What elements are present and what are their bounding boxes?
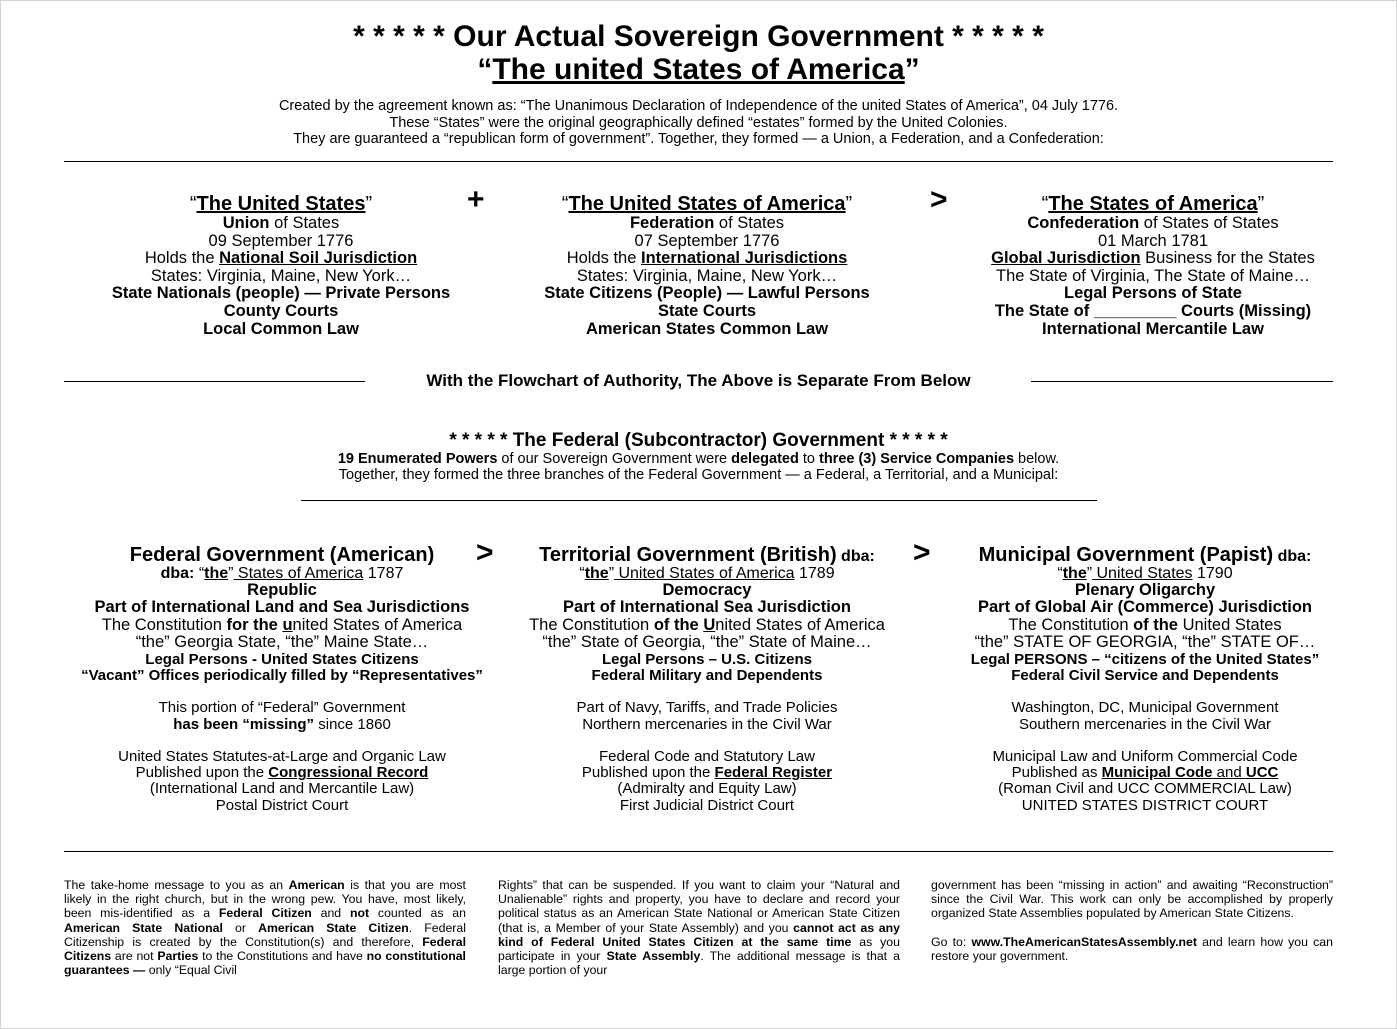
greater-than-operator: > bbox=[930, 183, 948, 216]
column-date: 01 March 1781 bbox=[1097, 231, 1209, 250]
title-name: The united States of America bbox=[492, 53, 905, 86]
footer-column-3 bbox=[931, 878, 1333, 963]
branch-note-line-2: Southern mercenaries in the Civil War bbox=[1018, 715, 1272, 733]
branch-title: Federal Government (American) bbox=[129, 544, 435, 566]
column-people: State Nationals (people) — Private Persons bbox=[111, 284, 451, 303]
branch-law: United States Statutes-at-Large and Organic Law bbox=[118, 747, 446, 765]
separator-label: With the Flowchart of Authority, The Above is Separate From Below bbox=[426, 371, 971, 390]
separator-rule-right bbox=[1031, 381, 1333, 382]
branch-note-line-1: Part of Navy, Tariffs, and Trade Policies bbox=[576, 699, 838, 717]
branch-law: Federal Code and Statutory Law bbox=[599, 747, 815, 765]
branch-persons: Legal Persons – U.S. Citizens bbox=[601, 650, 813, 668]
branch-court: Postal District Court bbox=[215, 796, 349, 814]
column-states: States: Virginia, Maine, New York… bbox=[576, 266, 838, 285]
intro-line: These “States” were the original geographically defined “estates” formed by the United Colonies. bbox=[389, 114, 1008, 131]
branch-note-line-2: Northern mercenaries in the Civil War bbox=[582, 715, 832, 733]
footer-paragraph: Go to: www.TheAmericanStatesAssembly.net and learn how you can restore your government. bbox=[931, 934, 1333, 963]
branch-states: “the” STATE OF GEORGIA, “the” STATE OF… bbox=[974, 633, 1316, 652]
branch-states: “the” State of Georgia, “the” State of Maine… bbox=[542, 633, 872, 652]
branch-law-type: (International Land and Mercantile Law) bbox=[149, 780, 415, 798]
column-states: States: Virginia, Maine, New York… bbox=[150, 266, 412, 285]
column-courts: County Courts bbox=[223, 301, 339, 320]
column-holds: Holds the International Jurisdictions bbox=[566, 249, 848, 268]
branch-form: Republic bbox=[247, 581, 317, 599]
branch-dba: “the” United States 1790 bbox=[1057, 565, 1233, 582]
union-column bbox=[66, 193, 496, 338]
branch-jurisdiction: Part of Global Air (Commerce) Jurisdiction bbox=[977, 598, 1313, 617]
website-link[interactable]: www.TheAmericanStatesAssembly.net bbox=[971, 934, 1197, 949]
branch-offices: Federal Civil Service and Dependents bbox=[1011, 666, 1279, 684]
column-title: “The States of America” bbox=[1041, 193, 1265, 215]
branch-persons: Legal PERSONS – “citizens of the United States” bbox=[970, 650, 1320, 668]
branch-title: Territorial Government (British) dba: bbox=[539, 544, 875, 566]
branch-law-type: (Admiralty and Equity Law) bbox=[617, 780, 797, 798]
column-law: Local Common Law bbox=[203, 319, 359, 338]
branch-note-line-1: This portion of “Federal” Government bbox=[158, 699, 406, 717]
municipal-government-column bbox=[925, 545, 1365, 814]
branch-title: Municipal Government (Papist) dba: bbox=[978, 544, 1312, 566]
branch-offices: “Vacant” Offices periodically filled by “Representatives” bbox=[81, 666, 483, 684]
branch-constitution: The Constitution for the united States of America bbox=[101, 615, 463, 634]
branch-constitution: The Constitution of the United States bbox=[1008, 615, 1282, 634]
column-type: Federation of States bbox=[629, 214, 785, 232]
greater-than-operator: > bbox=[476, 536, 494, 569]
branch-jurisdiction: Part of International Land and Sea Jurisdictions bbox=[94, 598, 470, 617]
column-holds: Global Jurisdiction Business for the States bbox=[991, 249, 1315, 268]
branch-law-type: (Roman Civil and UCC COMMERCIAL Law) bbox=[998, 780, 1292, 798]
column-title: “The United States” bbox=[189, 193, 373, 215]
column-law: American States Common Law bbox=[585, 319, 829, 338]
federal-line-1: 19 Enumerated Powers of our Sovereign Government were delegated to three (3) Service Companies below. bbox=[337, 451, 1060, 467]
intro-line: They are guaranteed a “republican form of government”. Together, they formed — a Union, a Federation, and a Confederation: bbox=[293, 131, 1104, 147]
divider-bottom bbox=[64, 851, 1333, 852]
column-people: State Citizens (People) — Lawful Persons bbox=[544, 284, 870, 303]
footer-paragraph: government has been “missing in action” and awaiting “Reconstruction” since the Civil War. This work can only be accomplished by properly organized State Assemblies populated by American State Citizens. bbox=[931, 878, 1333, 921]
column-courts: State Courts bbox=[657, 301, 757, 320]
branch-court: First Judicial District Court bbox=[619, 796, 795, 814]
branch-published: Published upon the Federal Register bbox=[581, 764, 833, 782]
branch-persons: Legal Persons - United States Citizens bbox=[145, 650, 419, 668]
confederation-column bbox=[938, 193, 1368, 338]
divider-top bbox=[64, 161, 1333, 162]
column-title: “The United States of America” bbox=[561, 193, 853, 215]
intro-text bbox=[0, 98, 1397, 148]
column-type: Confederation of States of States bbox=[1027, 214, 1279, 232]
column-type: Union of States bbox=[222, 214, 340, 232]
branch-court: UNITED STATES DISTRICT COURT bbox=[1021, 796, 1269, 814]
federal-section bbox=[0, 430, 1397, 483]
branch-form: Democracy bbox=[662, 581, 752, 599]
title-line-2: “The united States of America” bbox=[477, 53, 920, 86]
federal-line-2: Together, they formed the three branches of the Federal Government — a Federal, a Territorial, and a Municipal: bbox=[338, 467, 1059, 483]
column-courts: The State of _________ Courts (Missing) bbox=[994, 301, 1312, 320]
branch-law: Municipal Law and Uniform Commercial Code bbox=[992, 747, 1298, 765]
greater-than-operator: > bbox=[913, 536, 931, 569]
branch-dba: dba: “the” States of America 1787 bbox=[160, 565, 404, 582]
territorial-government-column bbox=[487, 545, 927, 814]
footer-column-1: The take-home message to you as an American is that you are most likely in the right church, but in the wrong pew. You have, most likely, been mis-identified as a Federal Citizen and not counted as an American State National or American State Citizen. Federal Citizenship is created by the Constitution(s) and therefore, Federal Citizens are not Parties to the Constitutions and have no constitutional guarantees — only “Equal Civil bbox=[64, 878, 466, 978]
branch-note-line-2: has been “missing” since 1860 bbox=[173, 715, 391, 733]
branch-offices: Federal Military and Dependents bbox=[591, 666, 823, 684]
title-line-1: * * * * * Our Actual Sovereign Government * * * * * bbox=[353, 20, 1044, 53]
branch-note-line-1: Washington, DC, Municipal Government bbox=[1011, 699, 1279, 717]
branch-states: “the” Georgia State, “the” Maine State… bbox=[135, 633, 429, 652]
federation-column bbox=[492, 193, 922, 338]
plus-operator: + bbox=[467, 183, 485, 216]
footer-column-2: Rights” that can be suspended. If you want to claim your “Natural and Unalienable” rights and property, you have to declare and record your political status as an American State National or American State Citizen (that is, a Member of your State Assembly) and you cannot act as any kind of Federal United States Citizen at the same time as you participate in your State Assembly. The additional message is that a large portion of your bbox=[498, 878, 900, 978]
divider-federal bbox=[301, 500, 1097, 501]
column-states: The State of Virginia, The State of Maine… bbox=[996, 266, 1310, 285]
column-date: 07 September 1776 bbox=[634, 231, 780, 250]
column-people: Legal Persons of State bbox=[1064, 284, 1242, 303]
column-law: International Mercantile Law bbox=[1042, 319, 1264, 338]
column-holds: Holds the National Soil Jurisdiction bbox=[144, 249, 418, 268]
intro-line: Created by the agreement known as: “The Unanimous Declaration of Independence of the united States of America”, 04 July 1776. bbox=[278, 98, 1119, 114]
branch-jurisdiction: Part of International Sea Jurisdiction bbox=[563, 598, 851, 617]
branch-constitution: The Constitution of the United States of America bbox=[529, 615, 885, 634]
branch-dba: “the” United States of America 1789 bbox=[579, 565, 835, 582]
branch-published: Published upon the Congressional Record bbox=[135, 764, 429, 782]
federal-title: * * * * * The Federal (Subcontractor) Government * * * * * bbox=[449, 430, 948, 451]
federal-government-column bbox=[62, 545, 502, 814]
main-title bbox=[0, 20, 1397, 86]
branch-published: Published as Municipal Code and UCC bbox=[1011, 764, 1279, 782]
column-date: 09 September 1776 bbox=[208, 231, 354, 250]
branch-form: Plenary Oligarchy bbox=[1074, 581, 1216, 599]
